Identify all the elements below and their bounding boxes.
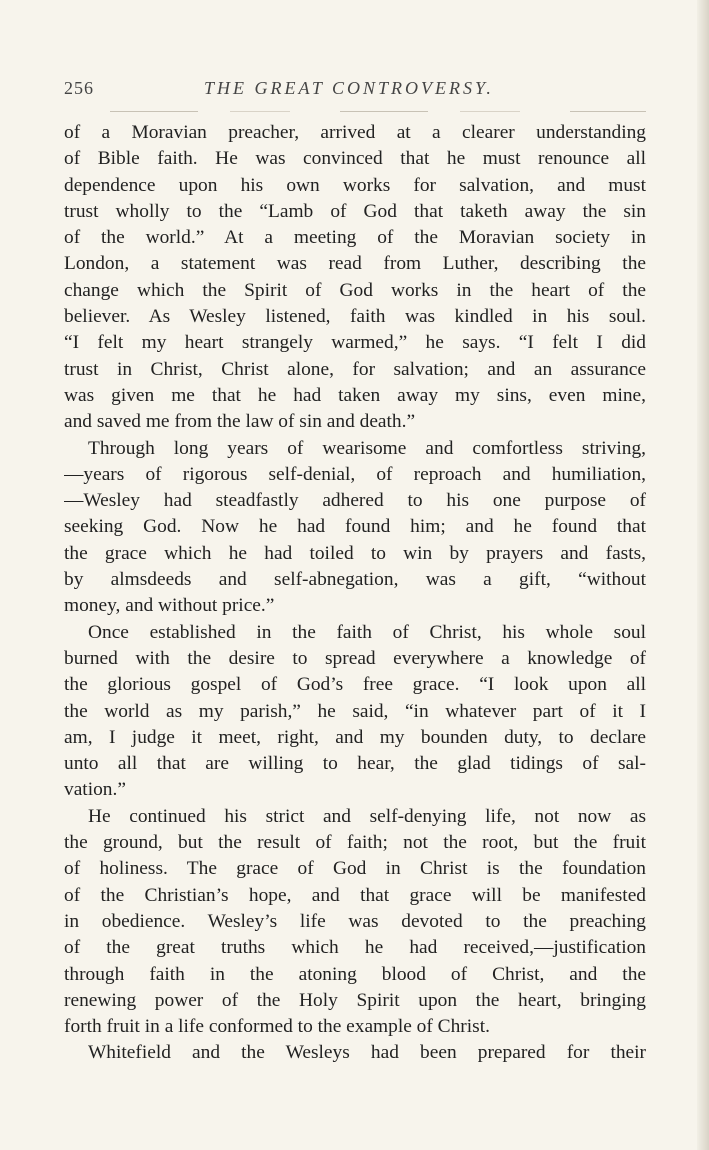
body-line: vation.” (64, 779, 126, 801)
body-line: London, a statement was read from Luther, describing the (64, 253, 646, 275)
body-line: through faith in the atoning blood of Christ, and the (64, 963, 646, 985)
body-line: and saved me from the law of sin and death.” (64, 411, 416, 433)
body-line: in obedience. Wesley’s life was devoted to the preaching (64, 910, 646, 932)
body-line: the glorious gospel of God’s free grace. “I look upon all (64, 674, 646, 696)
header-rule (110, 111, 646, 112)
body-line: of Bible faith. He was convinced that he must renounce all (64, 148, 646, 170)
body-line: dependence upon his own works for salvation, and must (64, 174, 646, 196)
body-line: trust wholly to the “Lamb of God that taketh away the sin (64, 200, 646, 222)
body-line: trust in Christ, Christ alone, for salvation; and an assurance (64, 358, 646, 380)
body-line: of a Moravian preacher, arrived at a clearer understanding (64, 122, 646, 143)
body-line: the grace which he had toiled to win by prayers and fasts, (64, 542, 646, 564)
body-line: the world as my parish,” he said, “in whatever part of it I (64, 700, 646, 722)
running-header (64, 78, 646, 102)
body-line: —Wesley had steadfastly adhered to his one purpose of (64, 490, 646, 512)
body-line: believer. As Wesley listened, faith was kindled in his soul. (64, 306, 646, 328)
body-line: seeking God. Now he had found him; and he found that (64, 516, 646, 538)
body-line: am, I judge it meet, right, and my bounden duty, to declare (64, 726, 646, 748)
body-line: renewing power of the Holy Spirit upon the heart, bringing (64, 989, 646, 1011)
body-line: Through long years of wearisome and comfortless striving, (88, 437, 646, 459)
body-line: of the great truths which he had received,—justification (64, 937, 646, 959)
body-line: forth fruit in a life conformed to the example of Christ. (64, 1016, 490, 1038)
body-line: —years of rigorous self-denial, of reproach and humiliation, (64, 463, 646, 485)
page-number: 256 (64, 78, 94, 98)
body-line: of the Christian’s hope, and that grace will be manifested (64, 884, 646, 906)
body-line: Once established in the faith of Christ, his whole soul (88, 621, 646, 643)
body-line: of the world.” At a meeting of the Moravian society in (64, 227, 646, 249)
page-edge (697, 0, 709, 1150)
body-line: of holiness. The grace of God in Christ is the foundation (64, 858, 646, 880)
body-line: was given me that he had taken away my sins, even mine, (64, 384, 646, 406)
body-line: He continued his strict and self-denying life, not now as (88, 805, 646, 827)
body-line: the ground, but the result of faith; not the root, but the fruit (64, 832, 646, 854)
body-line: unto all that are willing to hear, the glad tidings of sal- (64, 753, 646, 775)
body-line: by almsdeeds and self-abnegation, was a gift, “without (64, 569, 646, 591)
body-line: change which the Spirit of God works in the heart of the (64, 279, 646, 301)
body-line: burned with the desire to spread everywhere a knowledge of (64, 647, 646, 669)
body-line: money, and without price.” (64, 595, 275, 617)
running-title: THE GREAT CONTROVERSY. (204, 78, 494, 98)
body-line: Whitefield and the Wesleys had been prepared for their (88, 1042, 646, 1064)
body-text (64, 120, 646, 1067)
body-line: “I felt my heart strangely warmed,” he says. “I felt I did (64, 332, 646, 354)
